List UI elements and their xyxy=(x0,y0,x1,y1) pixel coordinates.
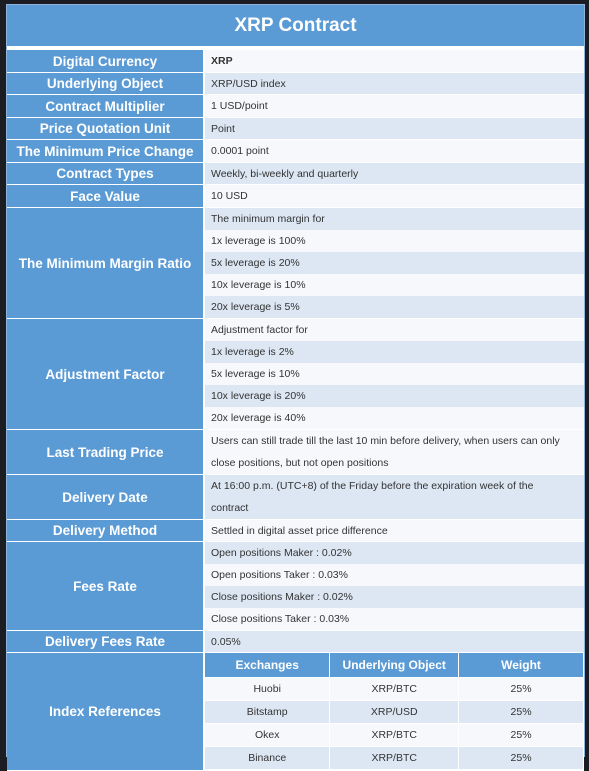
text-line: 1x leverage is 2% xyxy=(205,341,584,363)
table-row xyxy=(205,701,584,724)
table-row xyxy=(205,678,584,701)
row-min-margin-ratio xyxy=(7,208,584,319)
label-face-value: Face Value xyxy=(7,185,205,208)
table-header-row xyxy=(205,653,584,678)
page-title: XRP Contract xyxy=(7,5,584,46)
contract-spec-panel xyxy=(6,4,585,764)
contract-spec-table xyxy=(7,50,584,771)
row-digital-currency xyxy=(7,50,584,73)
text-line: contract xyxy=(205,497,584,519)
value-underlying-object: XRP/USD index xyxy=(205,73,584,95)
row-contract-types xyxy=(7,163,584,185)
row-delivery-fees-rate xyxy=(7,631,584,653)
cell-exchange: Huobi xyxy=(205,678,330,701)
text-line: Close positions Taker : 0.03% xyxy=(205,608,584,630)
value-face-value: 10 USD xyxy=(205,185,584,208)
cell-weight: 25% xyxy=(459,747,584,770)
row-index-references xyxy=(7,653,584,771)
label-contract-types: Contract Types xyxy=(7,163,205,185)
row-delivery-method xyxy=(7,520,584,542)
row-contract-multiplier xyxy=(7,95,584,118)
value-price-quotation-unit: Point xyxy=(205,118,584,140)
label-digital-currency: Digital Currency xyxy=(7,50,205,73)
text-line: Open positions Taker : 0.03% xyxy=(205,564,584,586)
value-contract-types: Weekly, bi-weekly and quarterly xyxy=(205,163,584,185)
value-delivery-date xyxy=(205,475,584,520)
text-line: 10x leverage is 10% xyxy=(205,274,584,296)
cell-underlying: XRP/USD xyxy=(330,701,459,724)
cell-exchange: Bitstamp xyxy=(205,701,330,724)
text-line: Close positions Maker : 0.02% xyxy=(205,586,584,608)
label-index-references: Index References xyxy=(7,653,205,771)
row-min-price-change xyxy=(7,140,584,163)
value-min-price-change: 0.0001 point xyxy=(205,140,584,163)
row-fees-rate xyxy=(7,542,584,631)
index-references-table-cell xyxy=(205,653,584,771)
cell-weight: 25% xyxy=(459,701,584,724)
row-last-trading-price xyxy=(7,430,584,475)
row-underlying-object xyxy=(7,73,584,95)
value-digital-currency: XRP xyxy=(205,50,584,73)
row-delivery-date xyxy=(7,475,584,520)
value-contract-multiplier: 1 USD/point xyxy=(205,95,584,118)
text-line: close positions, but not open positions xyxy=(205,452,584,474)
text-line: 20x leverage is 5% xyxy=(205,296,584,318)
text-line: At 16:00 p.m. (UTC+8) of the Friday before the expiration week of the xyxy=(205,475,584,497)
label-delivery-method: Delivery Method xyxy=(7,520,205,542)
label-delivery-date: Delivery Date xyxy=(7,475,205,520)
value-fees-rate xyxy=(205,542,584,631)
cell-weight: 25% xyxy=(459,678,584,701)
row-face-value xyxy=(7,185,584,208)
row-adjustment-factor xyxy=(7,319,584,430)
label-min-price-change: The Minimum Price Change xyxy=(7,140,205,163)
index-references-table xyxy=(205,653,584,770)
label-underlying-object: Underlying Object xyxy=(7,73,205,95)
column-header-underlying-object: Underlying Object xyxy=(330,653,459,678)
text-line: 20x leverage is 40% xyxy=(205,407,584,429)
label-price-quotation-unit: Price Quotation Unit xyxy=(7,118,205,140)
label-delivery-fees-rate: Delivery Fees Rate xyxy=(7,631,205,653)
column-header-weight: Weight xyxy=(459,653,584,678)
value-delivery-fees-rate: 0.05% xyxy=(205,631,584,653)
cell-underlying: XRP/BTC xyxy=(330,678,459,701)
table-row xyxy=(205,747,584,770)
label-min-margin-ratio: The Minimum Margin Ratio xyxy=(7,208,205,319)
text-line: 10x leverage is 20% xyxy=(205,385,584,407)
text-line: Open positions Maker : 0.02% xyxy=(205,542,584,564)
text-line: 1x leverage is 100% xyxy=(205,230,584,252)
cell-weight: 25% xyxy=(459,724,584,747)
value-min-margin-ratio xyxy=(205,208,584,319)
text-line: Users can still trade till the last 10 min before delivery, when users can only xyxy=(205,430,584,452)
label-fees-rate: Fees Rate xyxy=(7,542,205,631)
value-adjustment-factor xyxy=(205,319,584,430)
label-adjustment-factor: Adjustment Factor xyxy=(7,319,205,430)
text-line: 5x leverage is 20% xyxy=(205,252,584,274)
label-last-trading-price: Last Trading Price xyxy=(7,430,205,475)
cell-underlying: XRP/BTC xyxy=(330,747,459,770)
column-header-exchanges: Exchanges xyxy=(205,653,330,678)
table-row xyxy=(205,724,584,747)
label-contract-multiplier: Contract Multiplier xyxy=(7,95,205,118)
text-line: Adjustment factor for xyxy=(205,319,584,341)
cell-exchange: Okex xyxy=(205,724,330,747)
value-last-trading-price xyxy=(205,430,584,475)
value-delivery-method: Settled in digital asset price difference xyxy=(205,520,584,542)
cell-underlying: XRP/BTC xyxy=(330,724,459,747)
cell-exchange: Binance xyxy=(205,747,330,770)
text-line: The minimum margin for xyxy=(205,208,584,230)
row-price-quotation-unit xyxy=(7,118,584,140)
text-line: 5x leverage is 10% xyxy=(205,363,584,385)
